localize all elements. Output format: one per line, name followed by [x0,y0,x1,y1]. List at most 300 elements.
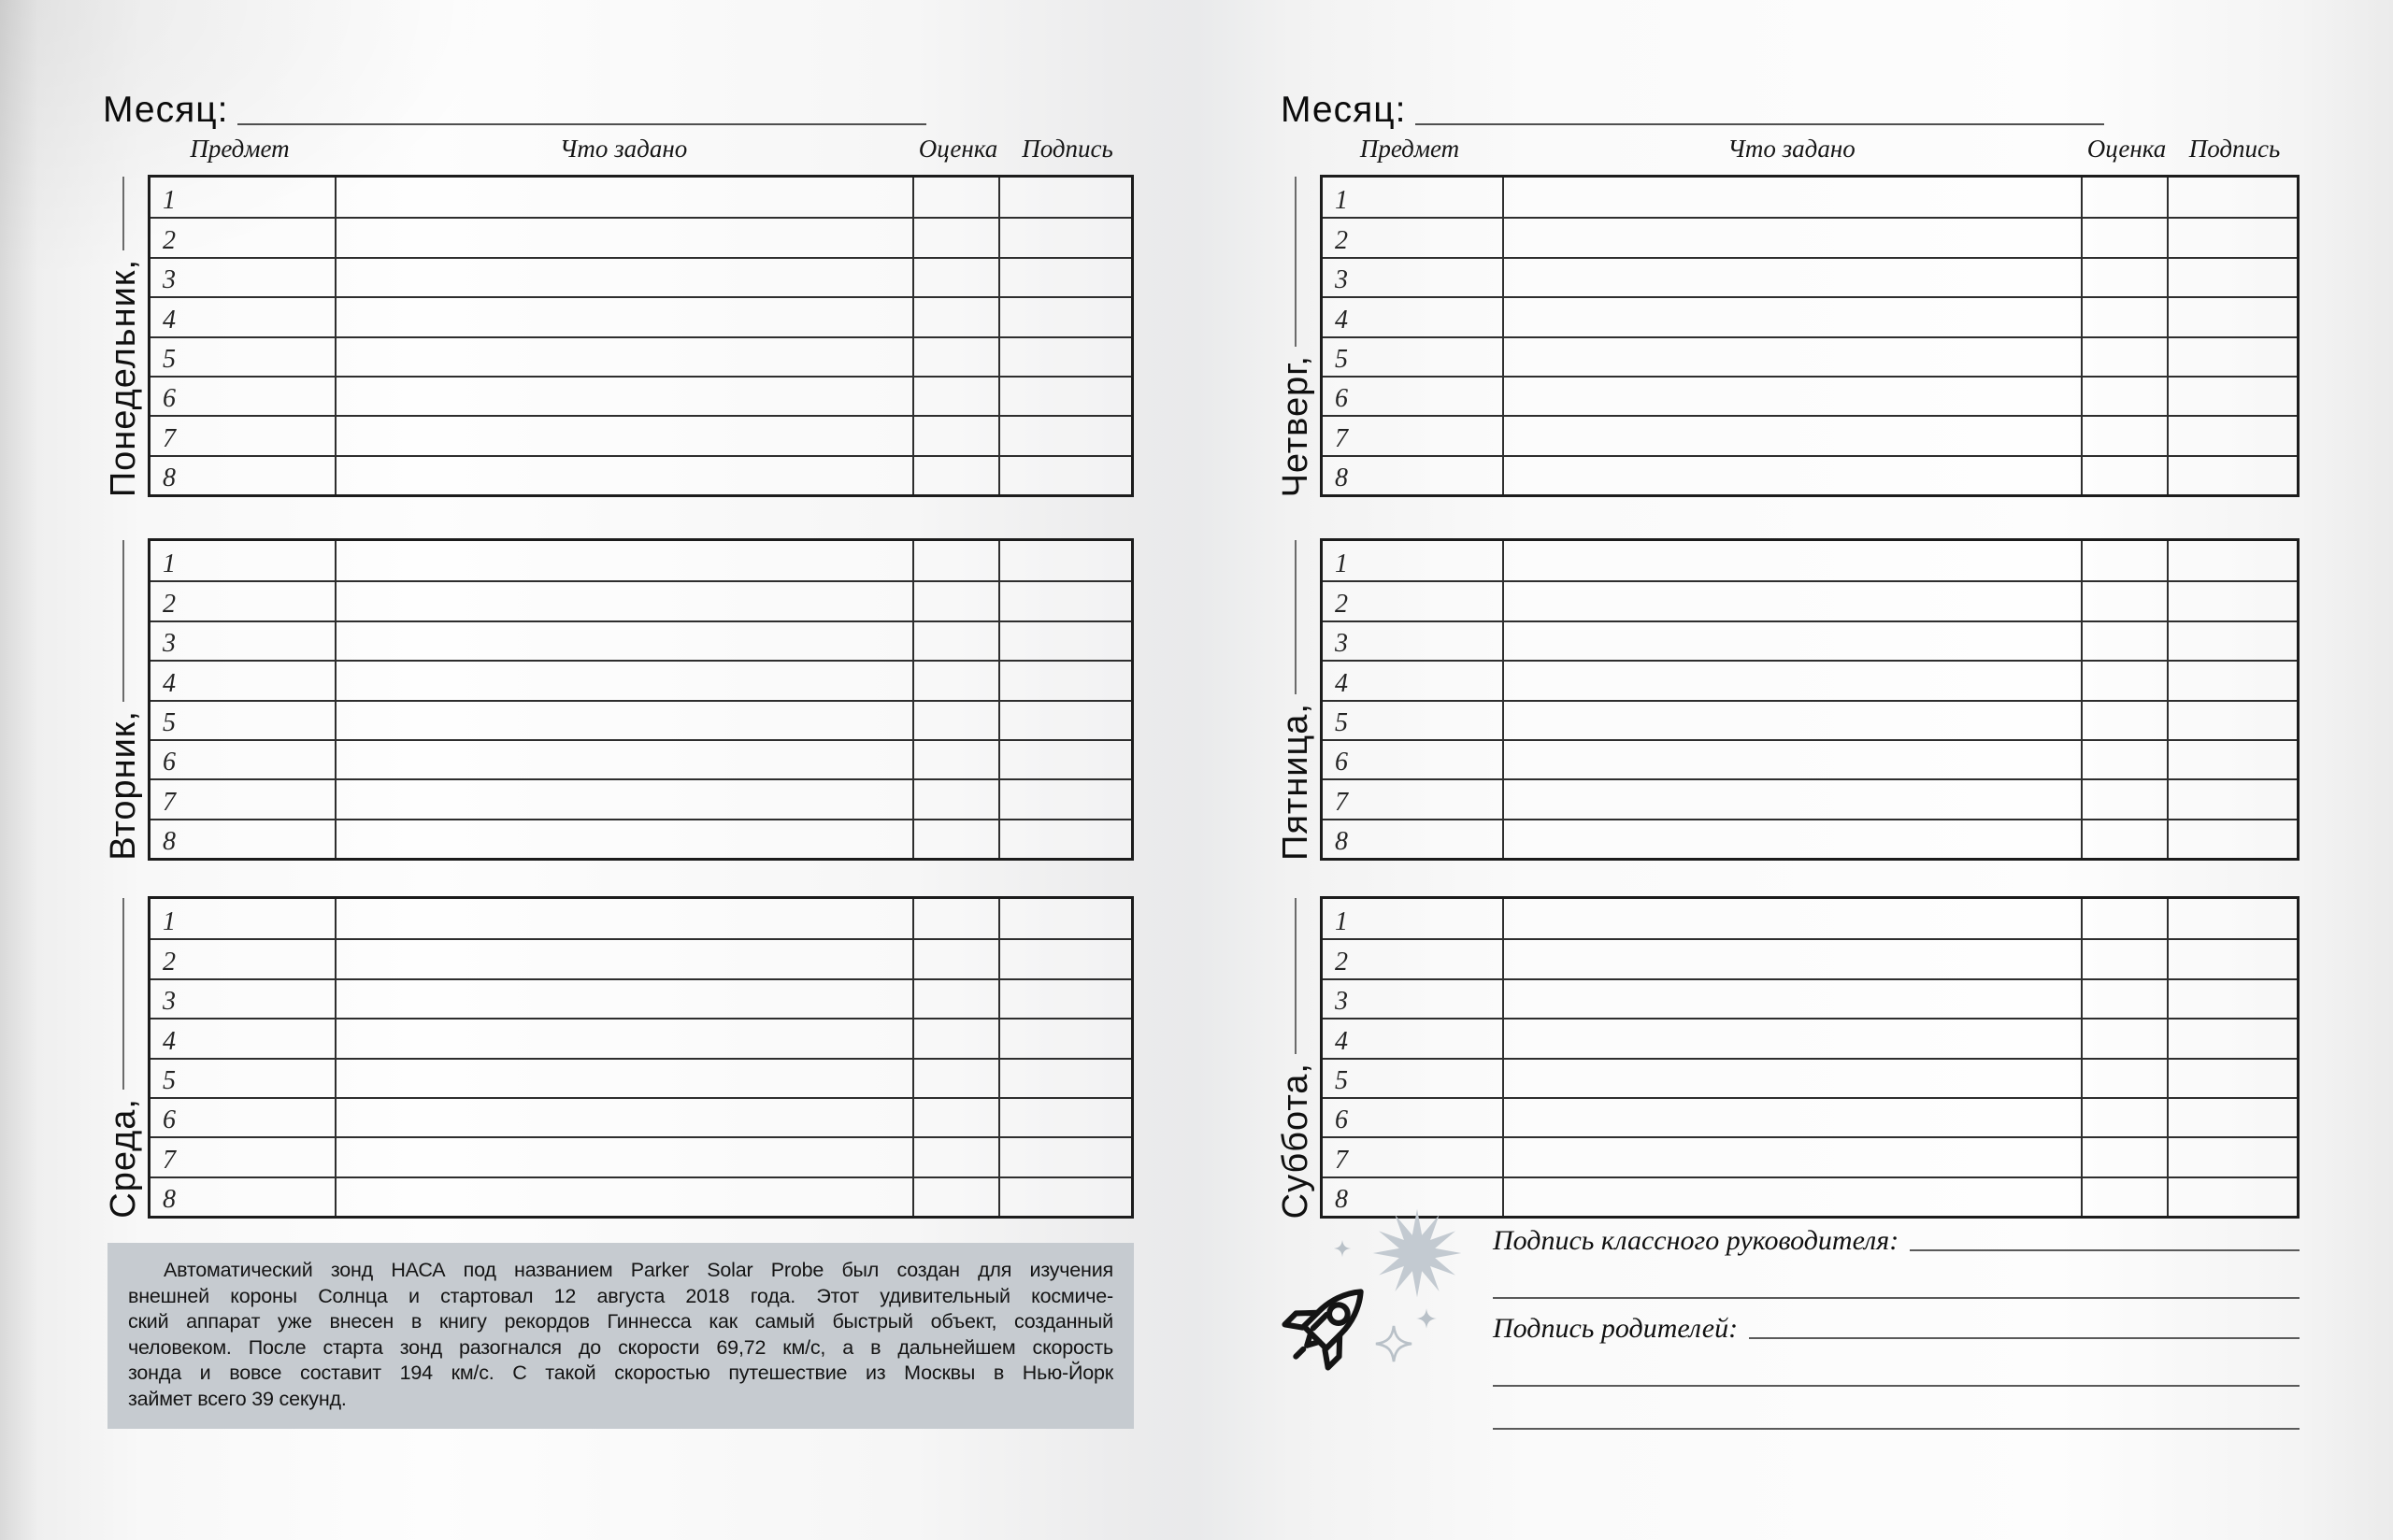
sparkle-mid-icon [1415,1307,1438,1330]
lessons-table [1320,896,2300,1219]
assignment-cell[interactable] [335,457,912,494]
day-sidebar [103,175,144,497]
col-header-subject: Предмет [190,135,290,163]
lessons-table [1320,538,2300,861]
assignment-cell[interactable] [1502,541,2081,580]
grade-cell[interactable] [912,219,998,256]
signature-cell[interactable] [2167,940,2297,977]
assignment-cell[interactable] [335,582,912,620]
date-input-line[interactable] [1295,177,1297,347]
subject-cell[interactable] [150,378,335,415]
lesson-number: 8 [163,1185,176,1214]
parents-signature-row [1493,1303,2300,1344]
signature-cell[interactable] [2167,820,2297,858]
assignment-cell[interactable] [1502,622,2081,660]
lesson-number: 6 [163,748,176,777]
subject-cell[interactable] [150,582,335,620]
signature-cell[interactable] [2167,1020,2297,1057]
left-page [0,0,1196,1540]
subject-cell[interactable] [1323,582,1502,620]
signature-cell[interactable] [2167,1060,2297,1097]
grade-cell[interactable] [2081,780,2167,818]
grade-cell[interactable] [912,178,998,217]
grade-cell[interactable] [912,1060,998,1097]
lesson-row [150,1018,1131,1057]
grade-cell[interactable] [2081,541,2167,580]
lessons-rows [150,178,1131,494]
grade-cell[interactable] [912,259,998,296]
col-header-grade: Оценка [2086,135,2167,163]
grade-cell[interactable] [2081,1099,2167,1136]
right-page [1196,0,2393,1540]
lessons-table [148,896,1134,1219]
teacher-signature-label: Подпись классного руководителя: [1493,1225,1899,1256]
signature-cell[interactable] [998,219,1131,256]
lesson-number: 5 [1335,707,1348,737]
assignment-cell[interactable] [335,298,912,335]
col-header-grade: Оценка [918,135,998,163]
date-input-line[interactable] [1295,540,1297,694]
signature-cell[interactable] [2167,541,2297,580]
subject-cell[interactable] [1323,899,1502,938]
subject-cell[interactable] [1323,298,1502,335]
assignment-cell[interactable] [335,219,912,256]
signature-cell[interactable] [998,1020,1131,1057]
grade-cell[interactable] [912,541,998,580]
grade-cell[interactable] [912,338,998,376]
subject-cell[interactable] [150,417,335,454]
signature-cell[interactable] [2167,1138,2297,1176]
signature-cell[interactable] [998,1060,1131,1097]
assignment-cell[interactable] [1502,820,2081,858]
grade-cell[interactable] [912,820,998,858]
assignment-cell[interactable] [1502,780,2081,818]
lesson-number: 1 [163,186,176,216]
lesson-row [150,217,1131,256]
day-block-saturday [1276,896,2300,1219]
lesson-number: 2 [163,589,176,619]
assignment-cell[interactable] [1502,259,2081,296]
grade-cell[interactable] [2081,940,2167,977]
day-block-tuesday [104,538,1134,861]
grade-cell[interactable] [2081,298,2167,335]
signature-cell[interactable] [998,780,1131,818]
subject-cell[interactable] [1323,1099,1502,1136]
subject-cell[interactable] [150,980,335,1018]
signature-cell[interactable] [2167,378,2297,415]
subject-cell[interactable] [1323,338,1502,376]
signature-cell[interactable] [2167,1178,2297,1216]
lesson-row [150,257,1131,296]
signature-cell[interactable] [998,178,1131,217]
subject-cell[interactable] [1323,940,1502,977]
subject-cell[interactable] [1323,457,1502,494]
subject-cell[interactable] [150,741,335,778]
lessons-rows [1323,178,2297,494]
subject-cell[interactable] [150,298,335,335]
day-label-tuesday: Вторник, [104,710,143,861]
assignment-cell[interactable] [1502,1138,2081,1176]
subject-cell[interactable] [1323,1138,1502,1176]
grade-cell[interactable] [912,378,998,415]
col-header-subject: Предмет [1359,135,1460,163]
grade-cell[interactable] [2081,1178,2167,1216]
lesson-number: 1 [1335,549,1348,579]
day-block-thursday [1276,175,2300,497]
lesson-number: 6 [1335,748,1348,777]
subject-cell[interactable] [150,338,335,376]
signature-cell[interactable] [998,662,1131,699]
lesson-row [1323,938,2297,977]
sparkle-small-icon [1333,1239,1352,1258]
signature-cell[interactable] [2167,338,2297,376]
lesson-row [150,700,1131,739]
subject-cell[interactable] [150,662,335,699]
lesson-number: 2 [163,225,176,255]
lesson-row [150,455,1131,494]
lesson-number: 3 [163,265,176,295]
lesson-row [1323,541,2297,580]
signature-cell[interactable] [998,899,1131,938]
subject-cell[interactable] [1323,702,1502,739]
assignment-cell[interactable] [1502,417,2081,454]
lesson-row [1323,700,2297,739]
assignment-cell[interactable] [335,1099,912,1136]
assignment-cell[interactable] [335,178,912,217]
signature-extra-line[interactable] [1493,1297,2300,1299]
subject-cell[interactable] [1323,662,1502,699]
lesson-row [150,620,1131,660]
lesson-row [1323,580,2297,620]
signature-cell[interactable] [2167,298,2297,335]
month-label: Месяц: [1281,90,1407,130]
assignment-cell[interactable] [335,338,912,376]
grade-cell[interactable] [912,1020,998,1057]
grade-cell[interactable] [2081,899,2167,938]
lesson-row [1323,1136,2297,1176]
assignment-cell[interactable] [1502,702,2081,739]
lesson-row [150,580,1131,620]
subject-cell[interactable] [1323,378,1502,415]
lesson-number: 4 [1335,668,1348,698]
date-input-line[interactable] [122,177,124,250]
grade-cell[interactable] [2081,980,2167,1018]
subject-cell[interactable] [150,178,335,217]
signature-cell[interactable] [998,1178,1131,1216]
assignment-cell[interactable] [1502,178,2081,217]
date-input-line[interactable] [1295,898,1297,1054]
signature-cell[interactable] [2167,622,2297,660]
subject-cell[interactable] [150,1099,335,1136]
assignment-cell[interactable] [335,702,912,739]
signature-cell[interactable] [998,980,1131,1018]
grade-cell[interactable] [2081,702,2167,739]
starburst-icon [1368,1205,1466,1302]
signature-cell[interactable] [998,622,1131,660]
lesson-row [150,1136,1131,1176]
lesson-row [150,660,1131,699]
grade-cell[interactable] [912,780,998,818]
assignment-cell[interactable] [335,378,912,415]
grade-cell[interactable] [2081,338,2167,376]
assignment-cell[interactable] [335,417,912,454]
assignment-cell[interactable] [1502,1020,2081,1057]
signature-cell[interactable] [2167,780,2297,818]
date-input-line[interactable] [122,540,124,702]
rocket-icon [1275,1273,1380,1377]
signature-cell[interactable] [998,417,1131,454]
subject-cell[interactable] [1323,259,1502,296]
subject-cell[interactable] [1323,1020,1502,1057]
grade-cell[interactable] [2081,820,2167,858]
lesson-row [1323,336,2297,376]
grade-cell[interactable] [912,940,998,977]
fact-line: Автоматический зонд НАСА под названием Parker Solar Probe был создан для изучения [164,1259,1113,1281]
signature-cell[interactable] [2167,219,2297,256]
assignment-cell[interactable] [1502,662,2081,699]
assignment-cell[interactable] [1502,940,2081,977]
subject-cell[interactable] [1323,541,1502,580]
signature-cell[interactable] [998,1099,1131,1136]
signature-cell[interactable] [998,820,1131,858]
lessons-rows [150,541,1131,858]
assignment-cell[interactable] [1502,298,2081,335]
assignment-cell[interactable] [335,541,912,580]
lesson-row [150,938,1131,977]
signature-cell[interactable] [2167,582,2297,620]
signature-cell[interactable] [2167,662,2297,699]
signature-cell[interactable] [998,338,1131,376]
lesson-row [1323,778,2297,818]
lesson-number: 8 [163,463,176,492]
assignment-cell[interactable] [1502,741,2081,778]
signature-cell[interactable] [998,259,1131,296]
assignment-cell[interactable] [335,1138,912,1176]
subject-cell[interactable] [150,219,335,256]
grade-cell[interactable] [2081,178,2167,217]
day-label-saturday: Суббота, [1276,1062,1315,1219]
signature-cell[interactable] [998,702,1131,739]
grade-cell[interactable] [912,980,998,1018]
assignment-cell[interactable] [335,980,912,1018]
assignment-cell[interactable] [335,622,912,660]
lesson-number: 6 [1335,384,1348,414]
lesson-number: 6 [1335,1105,1348,1135]
day-label-wednesday: Среда, [104,1098,143,1219]
grade-cell[interactable] [912,1099,998,1136]
lesson-row [150,739,1131,778]
signature-cell[interactable] [2167,457,2297,494]
subject-cell[interactable] [150,702,335,739]
subject-cell[interactable] [1323,980,1502,1018]
signature-cell[interactable] [2167,178,2297,217]
signature-extra-line[interactable] [1493,1428,2300,1430]
assignment-cell[interactable] [335,940,912,977]
lesson-number: 3 [163,629,176,659]
grade-cell[interactable] [912,1138,998,1176]
signature-cell[interactable] [998,457,1131,494]
month-label: Месяц: [103,90,229,130]
grade-cell[interactable] [2081,582,2167,620]
signature-cell[interactable] [2167,259,2297,296]
lesson-number: 5 [1335,344,1348,374]
grade-cell[interactable] [912,417,998,454]
subject-cell[interactable] [150,259,335,296]
lesson-number: 4 [1335,305,1348,335]
subject-cell[interactable] [1323,178,1502,217]
day-sidebar [103,538,144,861]
signature-cell[interactable] [998,582,1131,620]
teacher-signature-line[interactable] [1910,1249,2300,1251]
assignment-cell[interactable] [335,741,912,778]
lesson-number: 2 [1335,947,1348,977]
subject-cell[interactable] [1323,622,1502,660]
assignment-cell[interactable] [335,899,912,938]
assignment-cell[interactable] [1502,1060,2081,1097]
subject-cell[interactable] [1323,417,1502,454]
lesson-row [150,296,1131,335]
lesson-number: 7 [1335,423,1348,453]
lesson-number: 1 [163,549,176,579]
grade-cell[interactable] [2081,1020,2167,1057]
lesson-row [150,336,1131,376]
signature-cell[interactable] [998,541,1131,580]
grade-cell[interactable] [2081,219,2167,256]
subject-cell[interactable] [150,457,335,494]
subject-cell[interactable] [1323,820,1502,858]
lesson-row [1323,1058,2297,1097]
assignment-cell[interactable] [335,1178,912,1216]
assignment-cell[interactable] [1502,338,2081,376]
subject-cell[interactable] [150,899,335,938]
subject-cell[interactable] [150,1020,335,1057]
lesson-row [150,178,1131,217]
subject-cell[interactable] [1323,219,1502,256]
lesson-row [1323,217,2297,256]
grade-cell[interactable] [912,622,998,660]
assignment-cell[interactable] [335,1060,912,1097]
fact-box [107,1243,1134,1429]
lesson-number: 2 [1335,589,1348,619]
lesson-number: 1 [163,907,176,937]
signature-cell[interactable] [2167,980,2297,1018]
subject-cell[interactable] [1323,1060,1502,1097]
assignment-cell[interactable] [1502,1178,2081,1216]
lesson-number: 8 [163,827,176,856]
assignment-cell[interactable] [1502,582,2081,620]
lesson-number: 5 [163,707,176,737]
lesson-row [1323,739,2297,778]
assignment-cell[interactable] [1502,1099,2081,1136]
lesson-row [1323,296,2297,335]
lesson-number: 3 [163,987,176,1017]
subject-cell[interactable] [150,1138,335,1176]
grade-cell[interactable] [2081,457,2167,494]
signature-cell[interactable] [998,378,1131,415]
signature-cell[interactable] [998,741,1131,778]
signature-extra-line[interactable] [1493,1385,2300,1387]
subject-cell[interactable] [150,541,335,580]
parents-signature-label: Подпись родителей: [1493,1313,1739,1344]
lessons-rows [1323,899,2297,1216]
lesson-row [1323,620,2297,660]
subject-cell[interactable] [150,940,335,977]
signature-cell[interactable] [2167,417,2297,454]
day-label-friday: Пятница, [1276,703,1315,861]
lesson-number: 8 [1335,827,1348,856]
lessons-rows [150,899,1131,1216]
grade-cell[interactable] [912,1178,998,1216]
grade-cell[interactable] [912,582,998,620]
grade-cell[interactable] [912,702,998,739]
lesson-number: 1 [1335,907,1348,937]
assignment-cell[interactable] [1502,219,2081,256]
grade-cell[interactable] [2081,259,2167,296]
date-input-line[interactable] [122,898,124,1090]
grade-cell[interactable] [2081,1138,2167,1176]
grade-cell[interactable] [2081,1060,2167,1097]
subject-cell[interactable] [150,622,335,660]
assignment-cell[interactable] [1502,457,2081,494]
grade-cell[interactable] [912,899,998,938]
assignment-cell[interactable] [1502,378,2081,415]
grade-cell[interactable] [2081,417,2167,454]
subject-cell[interactable] [1323,780,1502,818]
signature-cell[interactable] [2167,741,2297,778]
subject-cell[interactable] [150,820,335,858]
signature-cell[interactable] [2167,702,2297,739]
assignment-cell[interactable] [1502,980,2081,1018]
signature-cell[interactable] [998,1138,1131,1176]
subject-cell[interactable] [150,780,335,818]
assignment-cell[interactable] [335,820,912,858]
signature-cell[interactable] [2167,1099,2297,1136]
lesson-number: 3 [1335,987,1348,1017]
lesson-row [150,1097,1131,1136]
lesson-row [1323,978,2297,1018]
assignment-cell[interactable] [335,1020,912,1057]
grade-cell[interactable] [912,741,998,778]
grade-cell[interactable] [912,457,998,494]
grade-cell[interactable] [2081,662,2167,699]
grade-cell[interactable] [912,298,998,335]
month-input-line[interactable] [1415,123,2104,125]
grade-cell[interactable] [2081,741,2167,778]
signature-cell[interactable] [2167,899,2297,938]
signature-cell[interactable] [998,940,1131,977]
fact-line: займет всего 39 секунд. [128,1387,347,1410]
lesson-number: 2 [163,947,176,977]
col-header-assignment: Что задано [1727,135,1856,163]
assignment-cell[interactable] [335,662,912,699]
subject-cell[interactable] [150,1178,335,1216]
month-input-line[interactable] [237,123,926,125]
assignment-cell[interactable] [1502,899,2081,938]
assignment-cell[interactable] [335,780,912,818]
grade-cell[interactable] [2081,378,2167,415]
grade-cell[interactable] [912,662,998,699]
assignment-cell[interactable] [335,259,912,296]
lessons-table [1320,175,2300,497]
signature-cell[interactable] [998,298,1131,335]
subject-cell[interactable] [1323,741,1502,778]
lessons-table [148,538,1134,861]
day-sidebar [1275,896,1316,1219]
grade-cell[interactable] [2081,622,2167,660]
parents-signature-line[interactable] [1749,1337,2300,1339]
col-header-signature: Подпись [1022,135,1113,163]
subject-cell[interactable] [150,1060,335,1097]
